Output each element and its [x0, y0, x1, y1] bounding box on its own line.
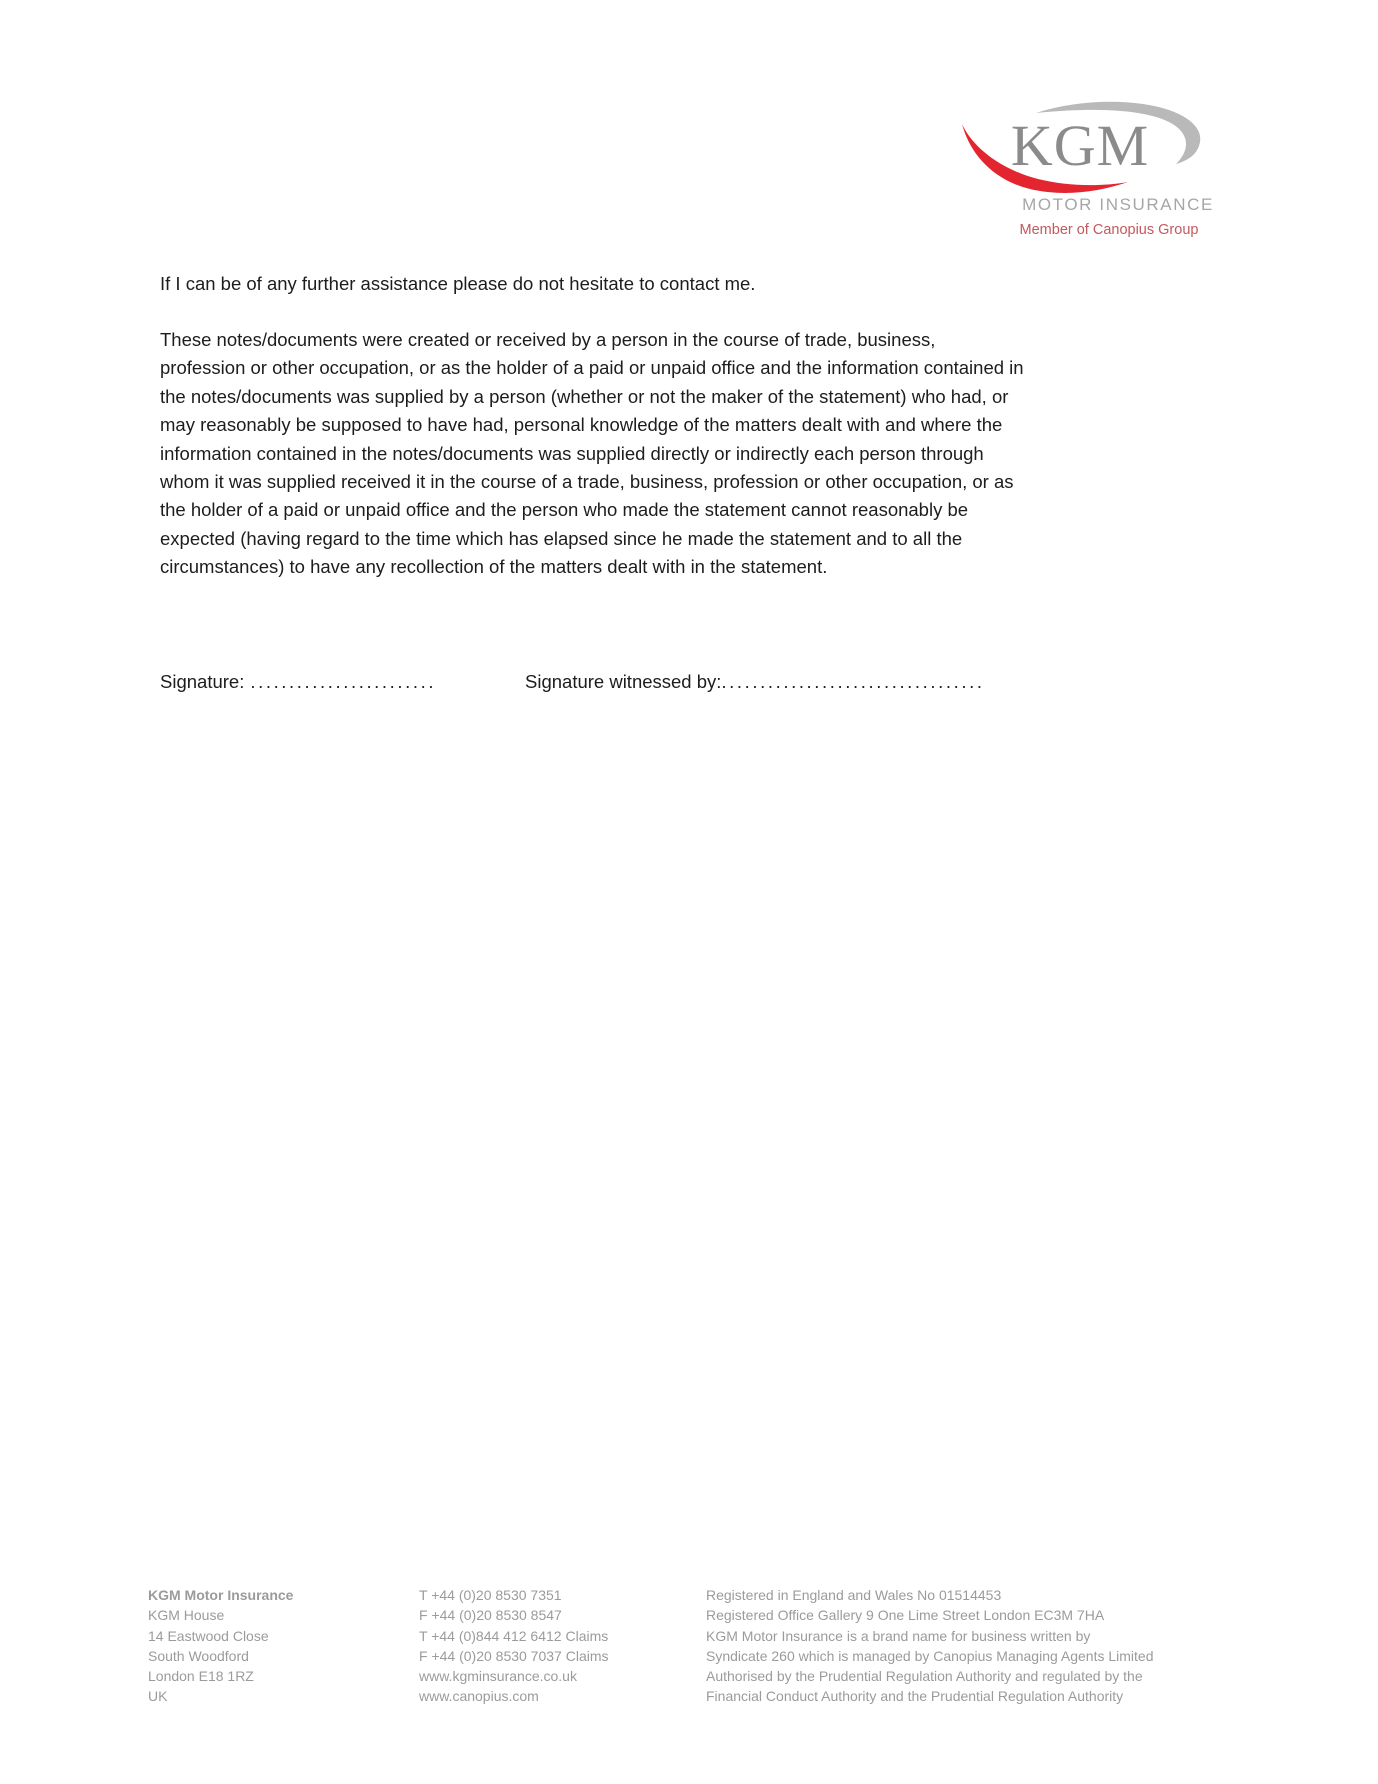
letter-content: [160, 270, 1250, 696]
footer-contact-column: [419, 1585, 706, 1707]
footer-legal-line: Registered in England and Wales No 01514453: [706, 1587, 1002, 1603]
footer-claims-fax-line: F +44 (0)20 8530 7037 Claims: [419, 1647, 609, 1664]
paragraph-line: the holder of a paid or unpaid office and the person who made the statement cannot reasonably be: [160, 499, 969, 521]
footer-address-line: UK: [148, 1688, 168, 1705]
signature-label: Signature:: [160, 670, 245, 692]
kgm-logo: [948, 96, 1216, 244]
signature-row: [160, 668, 1250, 696]
intro-paragraph: If I can be of any further assistance please do not hesitate to contact me.: [160, 273, 756, 294]
logo-subtitle-text: MOTOR INSURANCE: [1022, 195, 1214, 214]
footer-address-line: KGM House: [148, 1607, 225, 1624]
signature-line: [160, 668, 525, 696]
footer-address-line: London E18 1RZ: [148, 1668, 254, 1685]
paragraph-line: whom it was supplied received it in the course of a trade, business, profession or other occupation, or as: [160, 471, 1014, 493]
footer: [148, 1585, 1251, 1707]
paragraph-line: may reasonably be supposed to have had, personal knowledge of the matters dealt with and where the: [160, 414, 1003, 436]
paragraph-line: expected (having regard to the time which has elapsed since he made the statement and to all the: [160, 527, 963, 549]
footer-website-kgm: www.kgminsurance.co.uk: [419, 1668, 577, 1685]
footer-website-canopius: www.canopius.com: [419, 1688, 539, 1705]
footer-address-line: South Woodford: [148, 1647, 249, 1664]
witness-dots: ..................................: [721, 670, 985, 692]
footer-legal-line: Financial Conduct Authority and the Prudential Regulation Authority: [706, 1688, 1124, 1705]
paragraph-line: These notes/documents were created or received by a person in the course of trade, business,: [160, 329, 936, 350]
paragraph-line: information contained in the notes/documents was supplied directly or indirectly each person through: [160, 442, 984, 464]
logo-brand-text: KGM: [1010, 113, 1150, 178]
footer-address-column: [148, 1585, 419, 1707]
footer-legal-column: [706, 1585, 1251, 1707]
logo-tagline-text: Member of Canopius Group: [1019, 222, 1199, 238]
paragraph-line: profession or other occupation, or as the holder of a paid or unpaid office and the information contained in: [160, 357, 1024, 379]
witness-line: [525, 671, 985, 692]
footer-claims-phone-line: T +44 (0)844 412 6412 Claims: [419, 1627, 609, 1644]
footer-legal-line: KGM Motor Insurance is a brand name for business written by: [706, 1627, 1091, 1644]
footer-fax-line: F +44 (0)20 8530 8547: [419, 1607, 562, 1624]
footer-legal-line: Syndicate 260 which is managed by Canopius Managing Agents Limited: [706, 1647, 1154, 1664]
statement-paragraph: [160, 326, 1250, 582]
footer-company-name: KGM Motor Insurance: [148, 1587, 294, 1603]
witness-label: Signature witnessed by:: [525, 670, 722, 692]
paragraph-line: circumstances) to have any recollection of the matters dealt with in the statement.: [160, 556, 828, 578]
footer-legal-line: Authorised by the Prudential Regulation Authority and regulated by the: [706, 1668, 1143, 1685]
footer-legal-line: Registered Office Gallery 9 One Lime Street London EC3M 7HA: [706, 1607, 1105, 1624]
footer-address-line: 14 Eastwood Close: [148, 1627, 269, 1644]
paragraph-line: the notes/documents was supplied by a person (whether or not the maker of the statement) who had, or: [160, 385, 1009, 407]
signature-dots: ........................: [250, 670, 437, 692]
footer-phone-line: T +44 (0)20 8530 7351: [419, 1587, 562, 1603]
